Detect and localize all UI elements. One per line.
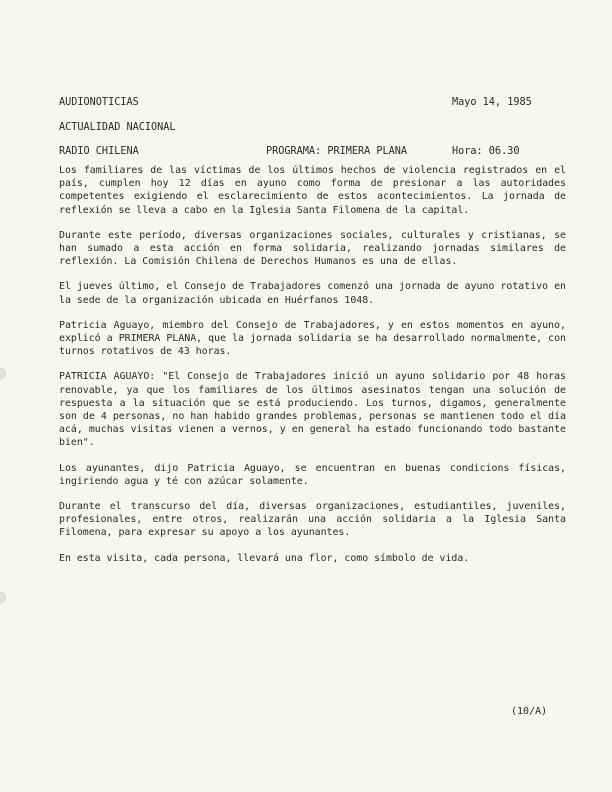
paragraph-6: Los ayunantes, dijo Patricia Aguayo, se encuentran en buenas condicions físicas, ingiriendo agua y té con azúcar solamente.	[59, 462, 566, 487]
agency-name: AUDIONOTICIAS	[59, 97, 139, 108]
page-reference: (10/A)	[511, 706, 548, 717]
paragraph-1: Los familiares de las víctimas de los últimos hechos de violencia registrados en el país, cumplen hoy 12 días en ayuno como forma de presionar a las autoridades competentes exigiendo el esclarecimiento de estos acontecimientos. La jornada de reflexión se lleva a cabo en la Iglesia Santa Filomena de la capital.	[59, 165, 566, 216]
paragraph-4: Patricia Aguayo, miembro del Consejo de Trabajadores, y en estos momentos en ayuno, explicó a PRIMERA PLANA, que la jornada solidaria se ha desarrollado normalmente, con turnos rotativos de 43 horas.	[59, 319, 566, 358]
punch-hole-bottom	[0, 592, 6, 603]
paragraph-2: Durante este período, diversas organizaciones sociales, culturales y cristianas, se han sumado a esta acción en forma solidaria, realizando jornadas similares de reflexión. La Comisión Chilena de Derechos Humanos es una de ellas.	[59, 229, 566, 268]
station-name: RADIO CHILENA	[59, 146, 139, 157]
paragraph-3: El jueves último, el Consejo de Trabajadores comenzó una jornada de ayuno rotativo en la sede de la organización ubicada en Huérfanos 1048.	[59, 281, 566, 306]
program-name: PROGRAMA: PRIMERA PLANA	[266, 146, 408, 157]
paragraph-7: Durante el transcurso del día, diversas organizaciones, estudiantiles, juveniles, profesionales, entre otros, realizarán una acción solidaria a la Iglesia Santa Filomena, para expresar su apoyo a los ayunantes.	[59, 501, 566, 539]
paragraph-8: En esta visita, cada persona, llevará una flor, como símbolo de vida.	[59, 552, 470, 564]
document-date: Mayo 14, 1985	[452, 97, 532, 108]
broadcast-time: Hora: 06.30	[452, 146, 520, 157]
punch-hole-top	[0, 368, 6, 379]
section-title: ACTUALIDAD NACIONAL	[59, 122, 176, 133]
paragraph-5-quote: PATRICIA AGUAYO: "El Consejo de Trabajadores inició un ayuno solidario por 48 horas renovable, ya que los familiares de los últimos asesinatos tengan una solución de respuesta a la situación que se está produciendo. Los turnos, digamos, generalmente son de 4 personas, no han habido grandes problemas, personas se mantienen todo el día acá, muchas visitas vienen a vernos, y en general ha estado funcionando todo bastante bien".	[59, 371, 566, 449]
body-text	[59, 164, 566, 577]
